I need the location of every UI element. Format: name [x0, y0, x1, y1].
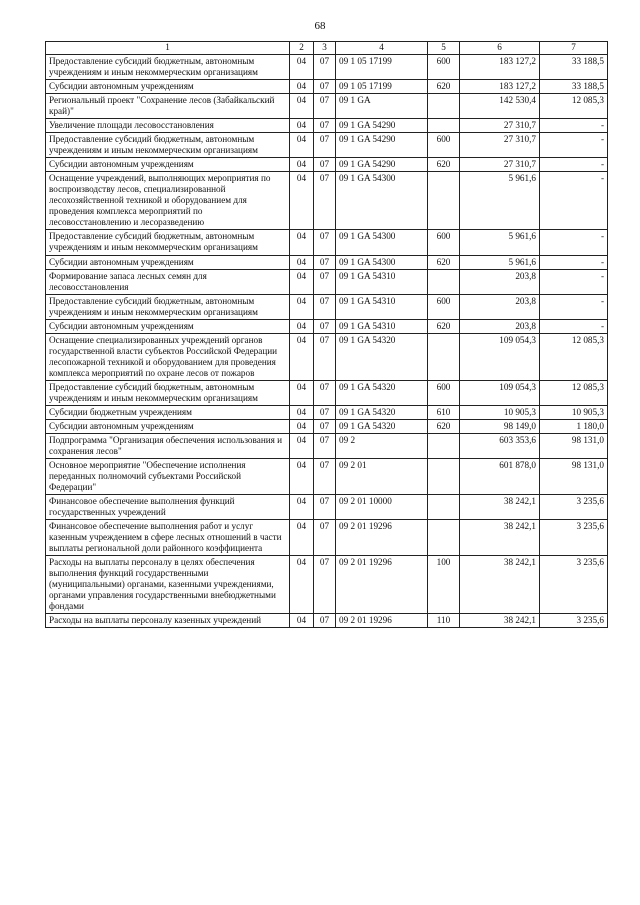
amount-col7-cell: 1 180,0 [540, 419, 608, 433]
amount-col7-cell: - [540, 133, 608, 158]
amount-col7-cell: 3 235,6 [540, 614, 608, 628]
expense-type-cell: 100 [428, 556, 460, 614]
target-article-cell: 09 1 GA 54290 [336, 133, 428, 158]
subsection-code-cell: 07 [314, 380, 336, 405]
amount-col6-cell: 203,8 [460, 269, 540, 294]
target-article-cell: 09 1 GA 54310 [336, 319, 428, 333]
section-code-cell: 04 [290, 380, 314, 405]
amount-col6-cell: 5 961,6 [460, 255, 540, 269]
amount-col6-cell: 10 905,3 [460, 405, 540, 419]
row-name-cell: Субсидии бюджетным учреждениям [46, 405, 290, 419]
row-name-cell: Основное мероприятие "Обеспечение исполнения переданных полномочий субъектами Российской Федерации" [46, 459, 290, 495]
target-article-cell: 09 2 01 10000 [336, 495, 428, 520]
table-row [46, 520, 608, 556]
table-row [46, 556, 608, 614]
row-name-cell: Оснащение специализированных учреждений органов государственной власти субъектов Российской Федерации лесопожарной техникой и оборудованием для проведения комплекса мероприятий по охране лесов от пожаров [46, 333, 290, 380]
expense-type-cell [428, 520, 460, 556]
amount-col6-cell: 27 310,7 [460, 119, 540, 133]
amount-col7-cell: 3 235,6 [540, 495, 608, 520]
section-code-cell: 04 [290, 333, 314, 380]
section-code-cell: 04 [290, 94, 314, 119]
section-code-cell: 04 [290, 158, 314, 172]
section-code-cell: 04 [290, 419, 314, 433]
table-row [46, 55, 608, 80]
row-name-cell: Субсидии автономным учреждениям [46, 80, 290, 94]
expense-type-cell: 620 [428, 419, 460, 433]
row-name-cell: Финансовое обеспечение выполнения функций государственных учреждений [46, 495, 290, 520]
amount-col6-cell: 601 878,0 [460, 459, 540, 495]
amount-col7-cell: - [540, 119, 608, 133]
table-row [46, 319, 608, 333]
row-name-cell: Региональный проект "Сохранение лесов (Забайкальский край)" [46, 94, 290, 119]
header-col-4: 4 [336, 42, 428, 55]
expense-type-cell [428, 119, 460, 133]
header-col-2: 2 [290, 42, 314, 55]
amount-col6-cell: 109 054,3 [460, 380, 540, 405]
section-code-cell: 04 [290, 269, 314, 294]
table-row [46, 380, 608, 405]
amount-col7-cell: 10 905,3 [540, 405, 608, 419]
amount-col6-cell: 142 530,4 [460, 94, 540, 119]
subsection-code-cell: 07 [314, 405, 336, 419]
amount-col6-cell: 98 149,0 [460, 419, 540, 433]
table-row [46, 94, 608, 119]
table-row [46, 133, 608, 158]
row-name-cell: Предоставление субсидий бюджетным, автономным учреждениям и иным некоммерческим организациям [46, 133, 290, 158]
row-name-cell: Предоставление субсидий бюджетным, автономным учреждениям и иным некоммерческим организациям [46, 55, 290, 80]
section-code-cell: 04 [290, 80, 314, 94]
subsection-code-cell: 07 [314, 158, 336, 172]
expense-type-cell: 600 [428, 133, 460, 158]
amount-col7-cell: - [540, 230, 608, 255]
target-article-cell: 09 1 GA 54320 [336, 419, 428, 433]
subsection-code-cell: 07 [314, 133, 336, 158]
row-name-cell: Расходы на выплаты персоналу в целях обеспечения выполнения функций государственными (муниципальными) органами, казенными учреждениями, органами управления государственными внебюджетными фондами [46, 556, 290, 614]
section-code-cell: 04 [290, 495, 314, 520]
subsection-code-cell: 07 [314, 520, 336, 556]
table-row [46, 158, 608, 172]
section-code-cell: 04 [290, 614, 314, 628]
expense-type-cell: 620 [428, 158, 460, 172]
header-col-3: 3 [314, 42, 336, 55]
target-article-cell: 09 1 05 17199 [336, 80, 428, 94]
table-row [46, 119, 608, 133]
section-code-cell: 04 [290, 459, 314, 495]
subsection-code-cell: 07 [314, 230, 336, 255]
subsection-code-cell: 07 [314, 94, 336, 119]
row-name-cell: Субсидии автономным учреждениям [46, 255, 290, 269]
row-name-cell: Расходы на выплаты персоналу казенных учреждений [46, 614, 290, 628]
expense-type-cell [428, 333, 460, 380]
amount-col7-cell: 33 188,5 [540, 55, 608, 80]
target-article-cell: 09 1 GA 54310 [336, 269, 428, 294]
budget-table [45, 41, 608, 628]
section-code-cell: 04 [290, 520, 314, 556]
subsection-code-cell: 07 [314, 495, 336, 520]
amount-col6-cell: 38 242,1 [460, 520, 540, 556]
row-name-cell: Оснащение учреждений, выполняющих мероприятия по воспроизводству лесов, специализированной лесохозяйственной техникой и оборудованием для проведения комплекса мероприятий по лесовосстановлению и лесоразведению [46, 172, 290, 230]
target-article-cell: 09 1 05 17199 [336, 55, 428, 80]
subsection-code-cell: 07 [314, 55, 336, 80]
table-body [46, 55, 608, 628]
row-name-cell: Увеличение площади лесовосстановления [46, 119, 290, 133]
expense-type-cell: 620 [428, 255, 460, 269]
amount-col6-cell: 38 242,1 [460, 495, 540, 520]
table-row [46, 172, 608, 230]
subsection-code-cell: 07 [314, 255, 336, 269]
header-col-5: 5 [428, 42, 460, 55]
amount-col7-cell: 12 085,3 [540, 94, 608, 119]
subsection-code-cell: 07 [314, 459, 336, 495]
subsection-code-cell: 07 [314, 294, 336, 319]
expense-type-cell [428, 269, 460, 294]
expense-type-cell: 600 [428, 294, 460, 319]
section-code-cell: 04 [290, 294, 314, 319]
expense-type-cell: 620 [428, 80, 460, 94]
row-name-cell: Предоставление субсидий бюджетным, автономным учреждениям и иным некоммерческим организациям [46, 230, 290, 255]
subsection-code-cell: 07 [314, 80, 336, 94]
target-article-cell: 09 1 GA 54290 [336, 119, 428, 133]
target-article-cell: 09 1 GA 54300 [336, 255, 428, 269]
target-article-cell: 09 1 GA 54320 [336, 405, 428, 419]
target-article-cell: 09 2 [336, 433, 428, 458]
table-row [46, 333, 608, 380]
amount-col7-cell: 12 085,3 [540, 333, 608, 380]
expense-type-cell [428, 495, 460, 520]
amount-col6-cell: 203,8 [460, 319, 540, 333]
subsection-code-cell: 07 [314, 433, 336, 458]
section-code-cell: 04 [290, 405, 314, 419]
amount-col6-cell: 27 310,7 [460, 158, 540, 172]
subsection-code-cell: 07 [314, 614, 336, 628]
expense-type-cell: 600 [428, 55, 460, 80]
table-row [46, 433, 608, 458]
row-name-cell: Субсидии автономным учреждениям [46, 158, 290, 172]
subsection-code-cell: 07 [314, 419, 336, 433]
target-article-cell: 09 1 GA 54290 [336, 158, 428, 172]
section-code-cell: 04 [290, 119, 314, 133]
section-code-cell: 04 [290, 556, 314, 614]
row-name-cell: Формирование запаса лесных семян для лесовосстановления [46, 269, 290, 294]
header-col-7: 7 [540, 42, 608, 55]
header-col-6: 6 [460, 42, 540, 55]
amount-col6-cell: 203,8 [460, 294, 540, 319]
subsection-code-cell: 07 [314, 319, 336, 333]
table-row [46, 294, 608, 319]
amount-col6-cell: 5 961,6 [460, 230, 540, 255]
subsection-code-cell: 07 [314, 269, 336, 294]
expense-type-cell [428, 172, 460, 230]
table-row [46, 269, 608, 294]
row-name-cell: Подпрограмма "Организация обеспечения использования и сохранения лесов" [46, 433, 290, 458]
subsection-code-cell: 07 [314, 172, 336, 230]
section-code-cell: 04 [290, 55, 314, 80]
amount-col6-cell: 27 310,7 [460, 133, 540, 158]
expense-type-cell [428, 94, 460, 119]
expense-type-cell: 610 [428, 405, 460, 419]
amount-col6-cell: 603 353,6 [460, 433, 540, 458]
row-name-cell: Субсидии автономным учреждениям [46, 419, 290, 433]
amount-col7-cell: - [540, 319, 608, 333]
amount-col6-cell: 38 242,1 [460, 614, 540, 628]
amount-col6-cell: 183 127,2 [460, 55, 540, 80]
table-row [46, 459, 608, 495]
amount-col7-cell: 98 131,0 [540, 459, 608, 495]
subsection-code-cell: 07 [314, 119, 336, 133]
amount-col6-cell: 109 054,3 [460, 333, 540, 380]
amount-col7-cell: - [540, 158, 608, 172]
table-row [46, 405, 608, 419]
section-code-cell: 04 [290, 133, 314, 158]
expense-type-cell: 600 [428, 230, 460, 255]
expense-type-cell [428, 433, 460, 458]
expense-type-cell [428, 459, 460, 495]
amount-col7-cell: 3 235,6 [540, 520, 608, 556]
row-name-cell: Субсидии автономным учреждениям [46, 319, 290, 333]
table-row [46, 255, 608, 269]
row-name-cell: Предоставление субсидий бюджетным, автономным учреждениям и иным некоммерческим организациям [46, 294, 290, 319]
target-article-cell: 09 1 GA 54320 [336, 380, 428, 405]
header-row [46, 42, 608, 55]
target-article-cell: 09 2 01 [336, 459, 428, 495]
amount-col7-cell: - [540, 255, 608, 269]
table-row [46, 419, 608, 433]
amount-col7-cell: 3 235,6 [540, 556, 608, 614]
row-name-cell: Финансовое обеспечение выполнения работ и услуг казенным учреждением в сфере лесных отношений в части выплаты региональной доли районного коэффициента [46, 520, 290, 556]
row-name-cell: Предоставление субсидий бюджетным, автономным учреждениям и иным некоммерческим организациям [46, 380, 290, 405]
target-article-cell: 09 1 GA [336, 94, 428, 119]
target-article-cell: 09 2 01 19296 [336, 614, 428, 628]
expense-type-cell: 620 [428, 319, 460, 333]
amount-col7-cell: - [540, 172, 608, 230]
table-row [46, 614, 608, 628]
amount-col6-cell: 38 242,1 [460, 556, 540, 614]
amount-col7-cell: - [540, 269, 608, 294]
amount-col6-cell: 5 961,6 [460, 172, 540, 230]
section-code-cell: 04 [290, 255, 314, 269]
table-row [46, 495, 608, 520]
amount-col7-cell: 98 131,0 [540, 433, 608, 458]
section-code-cell: 04 [290, 433, 314, 458]
section-code-cell: 04 [290, 319, 314, 333]
target-article-cell: 09 1 GA 54310 [336, 294, 428, 319]
amount-col6-cell: 183 127,2 [460, 80, 540, 94]
amount-col7-cell: 33 188,5 [540, 80, 608, 94]
amount-col7-cell: - [540, 294, 608, 319]
expense-type-cell: 600 [428, 380, 460, 405]
table-row [46, 80, 608, 94]
target-article-cell: 09 1 GA 54320 [336, 333, 428, 380]
amount-col7-cell: 12 085,3 [540, 380, 608, 405]
table-row [46, 230, 608, 255]
target-article-cell: 09 2 01 19296 [336, 520, 428, 556]
section-code-cell: 04 [290, 172, 314, 230]
subsection-code-cell: 07 [314, 556, 336, 614]
target-article-cell: 09 2 01 19296 [336, 556, 428, 614]
subsection-code-cell: 07 [314, 333, 336, 380]
expense-type-cell: 110 [428, 614, 460, 628]
page-number: 68 [314, 20, 326, 32]
target-article-cell: 09 1 GA 54300 [336, 172, 428, 230]
target-article-cell: 09 1 GA 54300 [336, 230, 428, 255]
section-code-cell: 04 [290, 230, 314, 255]
header-col-1: 1 [46, 42, 290, 55]
